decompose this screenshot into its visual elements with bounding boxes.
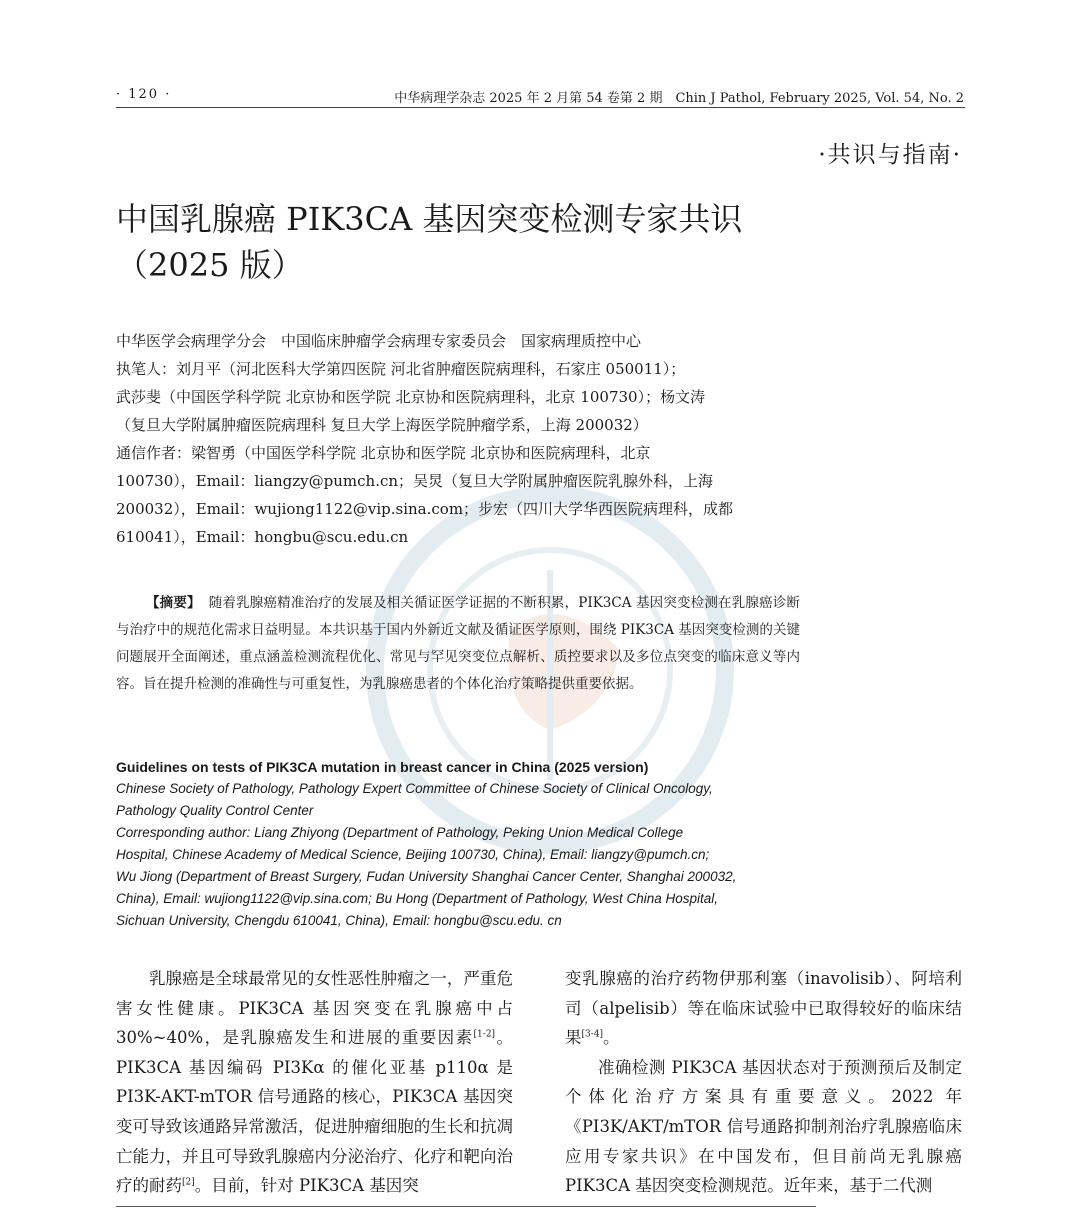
author-line: 100730），Email：liangzy@pumch.cn；吴炅（复旦大学附属肿瘤医院乳腺外科，上海 <box>116 472 714 490</box>
header-rule <box>116 107 965 108</box>
footer-rule <box>116 1206 816 1207</box>
english-line: Pathology Quality Control Center <box>116 803 314 818</box>
body-text: 。 <box>603 1028 620 1048</box>
citation-ref: [1-2] <box>473 1029 496 1040</box>
english-line: Corresponding author: Liang Zhiyong (Department of Pathology, Peking Union Medical College <box>116 825 684 840</box>
author-line: 执笔人：刘月平（河北医科大学第四医院 河北省肿瘤医院病理科，石家庄 050011）； <box>116 360 686 378</box>
body-paragraph: 准确检测 PIK3CA 基因状态对于预测预后及制定个体化治疗方案具有重要意义。2022 年《PI3K/AKT/mTOR 信号通路抑制剂治疗乳腺癌临床应用专家共识》在中国发布，但目前尚无乳腺癌 PIK3CA 基因突变检测规范。近年来，基于二代测 <box>565 1057 962 1196</box>
abstract-label: 【摘要】 <box>146 595 201 611</box>
english-title: Guidelines on tests of PIK3CA mutation in breast cancer in China (2025 version) <box>116 759 649 775</box>
english-line: Wu Jiong (Department of Breast Surgery, Fudan University Shanghai Cancer Center, Shanghai 200032, <box>116 869 737 884</box>
title-line-1: 中国乳腺癌 PIK3CA 基因突变检测专家共识 <box>116 200 743 238</box>
article-title <box>116 196 742 288</box>
journal-citation: 中华病理学杂志 2025 年 2 月第 54 卷第 2 期 Chin J Pathol, February 2025, Vol. 54, No. 2 <box>394 91 964 106</box>
author-line: （复旦大学附属肿瘤医院病理科 复旦大学上海医学院肿瘤学系，上海 200032） <box>116 416 648 434</box>
english-line: Sichuan University, Chengdu 610041, China), Email: hongbu@scu.edu. cn <box>116 913 562 928</box>
citation-ref: [2] <box>182 1177 195 1188</box>
author-line: 武莎斐（中国医学科学院 北京协和医学院 北京协和医院病理科，北京 100730）；杨文涛 <box>116 388 706 406</box>
title-line-2: （2025 版） <box>116 246 304 284</box>
body-paragraph <box>116 964 513 1201</box>
body-text: 。PIK3CA 基因编码 PI3Kα 的催化亚基 p110α 是 PI3K-AKT-mTOR 信号通路的核心，PIK3CA 基因突变可导致该通路异常激活，促进肿瘤细胞的生长和抗凋亡能力，并且可导致乳腺癌内分泌治疗、化疗和靶向治疗的耐药 <box>116 1028 513 1196</box>
author-line: 通信作者：梁智勇（中国医学科学院 北京协和医学院 北京协和医院病理科，北京 <box>116 444 651 462</box>
author-line: 610041），Email：hongbu@scu.edu.cn <box>116 528 409 546</box>
english-abstract-block <box>116 756 800 932</box>
body-text: 变乳腺癌的治疗药物伊那利塞（inavolisib）、阿培利司（alpelisib）等在临床试验中已取得较好的临床结果 <box>565 969 962 1048</box>
english-line: China), Email: wujiong1122@vip.sina.com; Bu Hong (Department of Pathology, West China Hospital, <box>116 891 718 906</box>
abstract <box>116 590 800 698</box>
page-number: · 120 · <box>116 87 172 102</box>
author-line: 200032），Email：wujiong1122@vip.sina.com；步宏（四川大学华西医院病理科，成都 <box>116 500 734 518</box>
english-line: Hospital, Chinese Academy of Medical Science, Beijing 100730, China), Email: liangzy@pumch.cn; <box>116 847 710 862</box>
author-block <box>116 327 800 551</box>
section-label: ·共识与指南· <box>818 142 962 168</box>
english-line: Chinese Society of Pathology, Pathology Expert Committee of Chinese Society of Clinical Oncology, <box>116 781 713 796</box>
body-column-right <box>565 964 962 1201</box>
body-column-left <box>116 964 513 1201</box>
author-line: 中华医学会病理学分会 中国临床肿瘤学会病理专家委员会 国家病理质控中心 <box>116 332 642 350</box>
body-text: 。目前，针对 PIK3CA 基因突 <box>194 1176 419 1196</box>
body-text: 乳腺癌是全球最常见的女性恶性肿瘤之一，严重危害女性健康。PIK3CA 基因突变在乳腺癌中占 30%~40%，是乳腺癌发生和进展的重要因素 <box>116 969 513 1048</box>
abstract-text: 随着乳腺癌精准治疗的发展及相关循证医学证据的不断积累，PIK3CA 基因突变检测在乳腺癌诊断与治疗中的规范化需求日益明显。本共识基于国内外新近文献及循证医学原则，围绕 PIK3CA 基因突变检测的关键问题展开全面阐述，重点涵盖检测流程优化、常见与罕见突变位点解析、质控要求以及多位点突变的临床意义等内容。旨在提升检测的准确性与可重复性，为乳腺癌患者的个体化治疗策略提供重要依据。 <box>116 595 800 692</box>
body-paragraph <box>565 964 962 1053</box>
citation-ref: [3-4] <box>581 1029 604 1040</box>
